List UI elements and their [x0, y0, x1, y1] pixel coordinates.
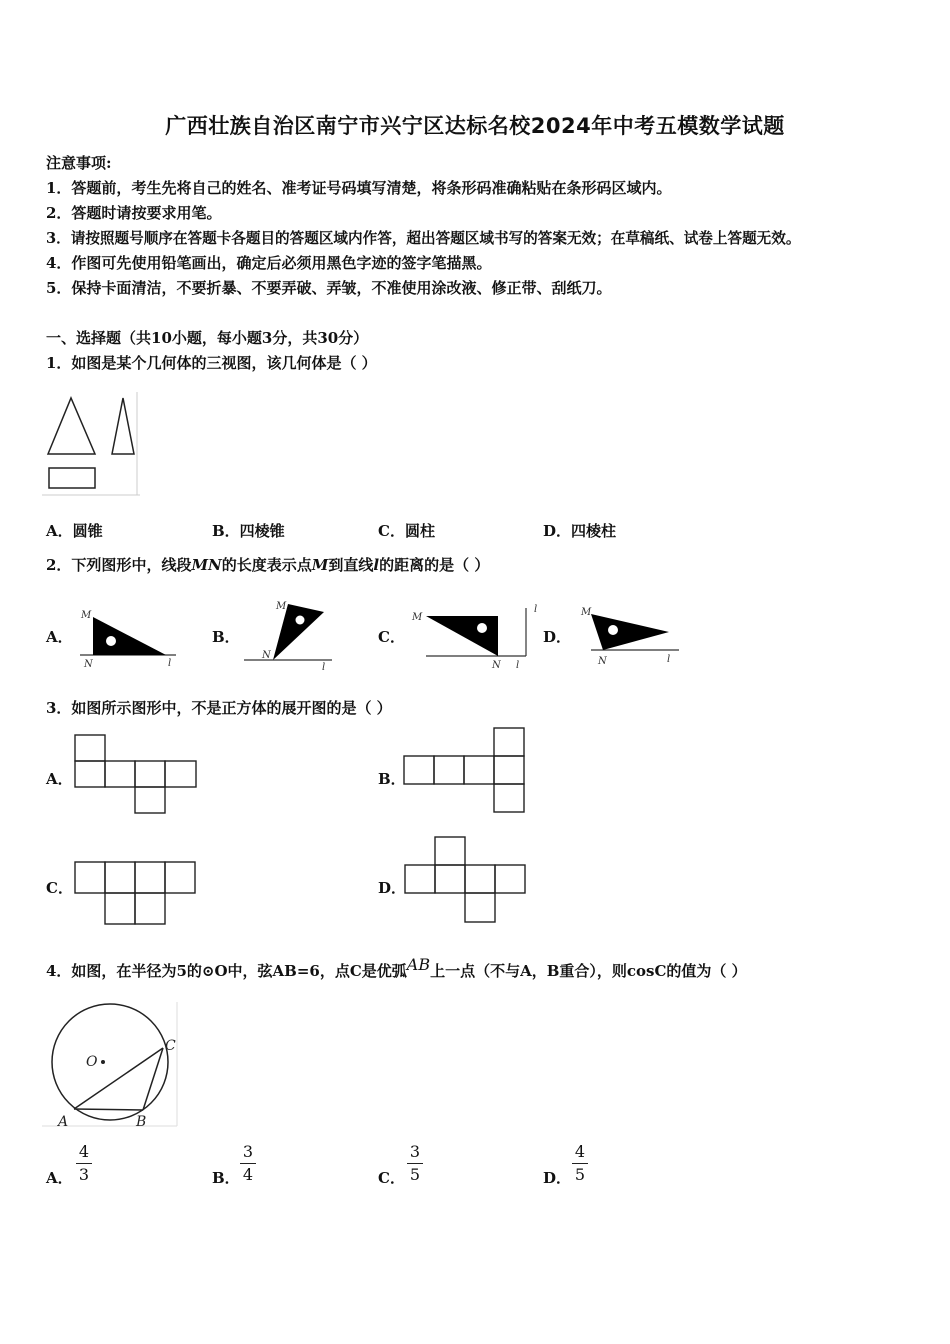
q3-option-b[interactable]: B． [378, 770, 406, 788]
section-heading: 一、选择题（共10小题，每小题3分，共30分） [46, 329, 369, 347]
label-l: l [516, 660, 520, 671]
q4-option-a-fraction: $\frac{4}{3}$ [76, 1142, 92, 1184]
label-c: C [165, 1038, 176, 1054]
label-a: A [58, 1114, 69, 1130]
q2-option-b[interactable]: B． [212, 628, 240, 646]
q4-circle-figure [40, 1000, 185, 1132]
label-n: N [492, 660, 501, 671]
q3-net-d [404, 835, 530, 927]
notice-item: 3．请按照题号顺序在答题卡各题目的答题区域内作答，超出答题区域书写的答案无效；在草稿纸、试卷上答题无效。 [46, 230, 801, 247]
label-n: N [262, 650, 271, 661]
notice-heading: 注意事项: [46, 154, 112, 172]
label-l: l [168, 658, 172, 669]
q3-net-a [74, 733, 200, 815]
q3-option-a[interactable]: A． [46, 770, 73, 788]
q3-net-b [402, 728, 528, 818]
notice-item: 1．答题前，考生先将自己的姓名、准考证号码填写清楚，将条形码准确粘贴在条形码区域内。 [46, 179, 672, 197]
q2-figure-d [575, 602, 685, 670]
q2-option-d[interactable]: D． [543, 628, 572, 646]
label-l: l [534, 604, 538, 615]
q4-option-d-fraction: $\frac{4}{5}$ [572, 1142, 588, 1184]
arc-ab-symbol: AB [406, 955, 431, 974]
label-n: N [598, 656, 607, 667]
q2-figure-c [410, 600, 540, 672]
q3-net-c [73, 860, 199, 928]
question-2-stem: 2．下列图形中，线段MN的长度表示点M到直线l的距离的是（ ） [46, 556, 490, 574]
label-m: M [412, 612, 423, 623]
page-title: 广西壮族自治区南宁市兴宁区达标名校2024年中考五模数学试题 [165, 114, 785, 138]
q1-option-b[interactable]: B．四棱锥 [212, 522, 285, 540]
q2-option-c[interactable]: C． [378, 628, 405, 646]
question-3-stem: 3．如图所示图形中，不是正方体的展开图的是（ ） [46, 699, 392, 717]
label-m: M [276, 601, 287, 612]
q2-figure-b [240, 598, 340, 673]
notice-item: 2．答题时请按要求用笔。 [46, 204, 222, 222]
q3-option-d[interactable]: D． [378, 879, 407, 897]
question-1-stem: 1．如图是某个几何体的三视图，该几何体是（ ） [46, 354, 377, 372]
q2-figure-a [78, 605, 183, 670]
q1-option-d[interactable]: D．四棱柱 [543, 522, 617, 540]
notice-item: 5．保持卡面清洁，不要折暴、不要弄破、弄皱，不准使用涂改液、修正带、刮纸刀。 [46, 279, 612, 297]
q3-option-c[interactable]: C． [46, 879, 73, 897]
q1-option-c[interactable]: C．圆柱 [378, 522, 435, 540]
q4-option-c-fraction: $\frac{3}{5}$ [407, 1142, 423, 1184]
label-m: M [81, 610, 92, 621]
notice-item: 4．作图可先使用铅笔画出，确定后必须用黑色字迹的签字笔描黑。 [46, 254, 492, 272]
q4-option-b-fraction: $\frac{3}{4}$ [240, 1142, 256, 1184]
q4-option-b[interactable]: B． [212, 1169, 240, 1187]
q4-option-d[interactable]: D． [543, 1169, 572, 1187]
label-l: l [322, 662, 326, 673]
q1-three-view-figure [40, 390, 145, 500]
q4-option-a[interactable]: A． [46, 1169, 73, 1187]
label-n: N [84, 659, 93, 670]
label-b: B [136, 1114, 147, 1130]
label-o: O [86, 1054, 98, 1070]
q2-option-a[interactable]: A． [46, 628, 73, 646]
question-4-stem: 4．如图，在半径为5的⊙O中，弦AB=6，点C是优弧AB上一点（不与A，B重合），则cosC的值为（ ） [46, 955, 747, 980]
q1-option-a[interactable]: A．圆锥 [46, 522, 103, 540]
q4-option-c[interactable]: C． [378, 1169, 405, 1187]
label-m: M [581, 607, 592, 618]
label-l: l [667, 654, 671, 665]
